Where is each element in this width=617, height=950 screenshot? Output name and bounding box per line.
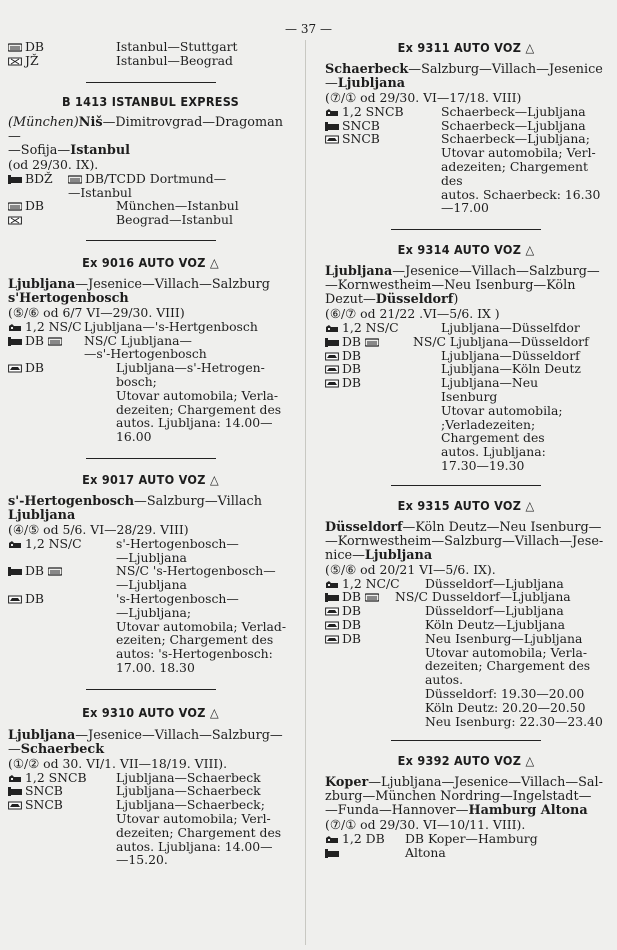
dining-car-icon [8, 57, 22, 66]
route-via: —Salzburg—Villach [134, 493, 262, 509]
route-text: Neu Isenburg—Ljubljana Utovar automobila; Verla- dezeiten; Chargement des autos. Düsseldorf: 19.30—20.00 Köln Deutz: 20.20—20.50 Neu Isenburg: 22.30—23.40 [425, 630, 603, 729]
car-line [325, 832, 607, 860]
route-end: Hamburg Altona [468, 803, 588, 819]
car-transport-icon [8, 595, 22, 604]
route-text: DB Koper—Hamburg Altona [405, 831, 538, 860]
route-origin-italic: (München) [8, 115, 79, 130]
route-text: Ljubljana—s'-Hetrogen- bosch; Utovar automobila; Verla- dezeiten; Chargement des autos. Ljubljana: 14.00— 16.00 [116, 360, 282, 445]
car-line [8, 537, 293, 565]
train-title: Ex 9314 AUTO VOZ △ [397, 242, 535, 258]
train-ex9314 [325, 242, 607, 473]
route-text: Düsseldorf—Ljubljana [425, 603, 564, 619]
right-column [325, 40, 607, 860]
route-text: DB/TCDD Dortmund— —Istanbul [68, 170, 227, 200]
operator-label: 1,2 NC/C [342, 575, 400, 591]
operator-label: 1,2 NS/C [342, 319, 399, 335]
top-line-jz [8, 54, 293, 68]
train-route [325, 521, 607, 563]
route-via: —Jesenice—Villach—Salzburg— — [8, 727, 283, 757]
train-route [325, 265, 607, 307]
route-via: —Salzburg—Villach—Jesenice — [325, 62, 603, 91]
train-ex9392 [325, 753, 607, 859]
operator-label: DB [25, 590, 45, 606]
train-title: Ex 9311 AUTO VOZ △ [397, 40, 535, 55]
dining-car-icon [8, 216, 22, 225]
car-line [8, 361, 293, 444]
couchette-icon [8, 337, 22, 346]
train-route [325, 63, 607, 91]
operator-label: SNCB [342, 131, 380, 147]
car-line [325, 604, 607, 618]
route-text: Schaerbeck—Ljubljana [441, 117, 586, 133]
seat-car-icon [325, 835, 339, 844]
car-line [8, 199, 293, 213]
couchette-icon [325, 122, 339, 131]
seat-car-icon [8, 540, 22, 549]
route-via: —Dimitrovgrad—Dragoman— —Sofija— [8, 115, 283, 158]
route-text: Köln Deutz—Ljubljana [425, 616, 565, 632]
train-title: Ex 9315 AUTO VOZ △ [397, 497, 535, 513]
train-period: (⑦/① od 29/30. VI—17/18. VIII) [325, 90, 522, 105]
car-transport-icon [325, 607, 339, 616]
train-route [325, 776, 607, 818]
route-text: Ljubljana—Schaerbeck; Utovar automobila; Verl- dezeiten; Chargement des autos. Ljubljana: 14.00— —15.20. [116, 797, 282, 868]
sleeper-car-icon [68, 175, 82, 184]
operator-label: DB [25, 332, 45, 348]
car-line [325, 119, 607, 133]
operator-label: DB [25, 563, 45, 579]
train-period: (⑥/⑦ od 21/22 .VI—5/6. IX ) [325, 306, 500, 322]
operator-label: SNCB [25, 783, 63, 799]
route-start: Ljubljana [8, 276, 76, 292]
sleeper-car-icon [48, 567, 62, 576]
train-ex9017 [8, 472, 293, 675]
car-line [8, 771, 293, 785]
car-line [325, 321, 607, 335]
car-line [325, 632, 607, 729]
car-transport-icon [325, 635, 339, 644]
car-transport-icon [8, 364, 22, 373]
route-text: NS/C 's-Hertogenbosch— —Ljubljana [116, 563, 276, 593]
route-suffix: ) [453, 292, 459, 308]
car-transport-icon [325, 621, 339, 630]
car-transport-icon [325, 379, 339, 388]
car-line [325, 105, 607, 119]
route-text: Düsseldorf—Ljubljana [425, 575, 564, 591]
car-line [8, 784, 293, 798]
car-transport-icon [325, 352, 339, 361]
operator-label: DB [342, 361, 362, 377]
train-b1413 [8, 94, 293, 227]
route-text: Istanbul—Stuttgart [116, 39, 238, 54]
sleeper-car-icon [8, 43, 22, 52]
operator-label: DB [342, 630, 362, 646]
train-title: B 1413 ISTANBUL EXPRESS [61, 94, 240, 109]
operator-label: 1,2 NS/C [25, 318, 82, 334]
route-start: Koper [325, 775, 369, 791]
couchette-icon [325, 593, 339, 602]
route-text: Ljubljana—'s-Hertgenbosch [84, 318, 258, 334]
route-via: —Jesenice—Villach—Salzburg [75, 276, 270, 292]
seat-car-icon [8, 774, 22, 783]
couchette-icon [325, 849, 339, 858]
route-via: —Jesenice—Villach—Salzburg— —Kornwestheim—Neu Isenburg—Köln Dezut— [325, 264, 600, 308]
route-end: Ljubljana [337, 76, 406, 91]
car-line [325, 362, 607, 376]
route-text: Istanbul—Beograd [116, 53, 233, 68]
couchette-icon [325, 338, 339, 347]
car-line [325, 132, 607, 215]
operator-label: DB [342, 589, 362, 605]
car-line [325, 349, 607, 363]
route-text: Ljubljana—Köln Deutz [441, 361, 581, 377]
car-line [325, 590, 607, 604]
route-via: —Ljubljana—Jesenice—Villach—Sal- zburg—München Nordring—Ingelstadt— —Funda—Hannover— [325, 775, 603, 819]
route-text: Ljubljana—Schaerbeck [116, 769, 261, 785]
operator-label: DB [342, 347, 362, 363]
train-period: (⑦/① od 29/30. VI—10/11. VIII). [325, 817, 526, 833]
route-text: Beograd—Istanbul [116, 212, 233, 228]
sleeper-car-icon [365, 338, 379, 347]
operator-label: 1,2 SNCB [25, 769, 87, 785]
route-start: Niš [78, 115, 103, 130]
car-line [325, 618, 607, 632]
operator-label: 1,2 SNCB [342, 103, 404, 119]
operator-label: DB [25, 198, 45, 214]
train-ex9016 [8, 255, 293, 444]
train-period: (⑤/⑥ od 6/7 VI—29/30. VIII) [8, 304, 185, 320]
train-period: (od 29/30. IX). [8, 157, 99, 172]
car-transport-icon [325, 135, 339, 144]
car-line [8, 564, 293, 592]
route-start: Ljubljana [8, 727, 76, 743]
route-text: Ljubljana—Düsseldorf [441, 347, 580, 363]
train-title: Ex 9016 AUTO VOZ △ [82, 254, 219, 270]
operator-label: DB [342, 603, 362, 619]
train-ex9311 [325, 40, 607, 215]
route-text: NS/C Ljubljana—Düsseldorf [413, 333, 589, 349]
operator-label: DB [25, 360, 45, 376]
route-text: s'-Hertogenbosch— —Ljubljana [116, 535, 239, 565]
page-number: — 37 — [285, 22, 332, 36]
car-line [8, 172, 293, 200]
operator-label: JŽ [25, 53, 39, 68]
route-text: 's-Hertogenbosch— —Ljubljana; Utovar automobila; Verlad- ezeiten; Chargement des autos: 's-Hertogenbosch: 17.00. 18.30 [116, 590, 287, 675]
route-start: s'-Hertogenbosch [8, 493, 135, 509]
route-end: Schaerbeck [20, 741, 105, 757]
seat-car-icon [325, 580, 339, 589]
route-via: —Köln Deutz—Neu Isenburg— —Kornwestheim—Salzburg—Villach—Jese- nice— [325, 519, 604, 563]
car-line [8, 592, 293, 675]
seat-car-icon [8, 323, 22, 332]
train-route [8, 495, 293, 523]
couchette-icon [8, 175, 22, 184]
car-transport-icon [8, 801, 22, 810]
operator-label: 1,2 NS/C [25, 535, 82, 551]
car-line [325, 335, 607, 349]
train-ex9310 [8, 705, 293, 867]
route-end: Istanbul [70, 143, 131, 158]
car-line [325, 577, 607, 591]
car-line [8, 213, 293, 227]
route-end: Ljubljana [8, 507, 76, 523]
route-text: Ljubljana—Düsselfdor [441, 319, 580, 335]
operator-label: SNCB [25, 797, 63, 813]
seat-car-icon [325, 324, 339, 333]
train-period: (⑤/⑥ od 20/21 VI—5/6. IX). [325, 561, 496, 577]
operator-label: DB [342, 616, 362, 632]
route-end: Ljubljana [364, 547, 433, 563]
sleeper-car-icon [8, 202, 22, 211]
car-line [8, 798, 293, 867]
couchette-icon [8, 567, 22, 576]
train-route [8, 729, 293, 757]
car-line [8, 320, 293, 334]
train-ex9315 [325, 498, 607, 729]
operator-label: 1,2 DB [342, 831, 385, 847]
route-text: NS/C Ljubljana— —s'-Hertogenbosch [84, 332, 207, 362]
train-title: Ex 9392 AUTO VOZ △ [397, 753, 535, 769]
seat-car-icon [325, 108, 339, 117]
route-text: NS/C Dusseldorf—Ljubljana [395, 589, 571, 605]
sleeper-car-icon [48, 337, 62, 346]
top-line-db [8, 40, 293, 54]
route-start: Düsseldorf [325, 519, 403, 535]
train-route [8, 116, 293, 158]
operator-label: DB [25, 39, 45, 54]
route-text: Schaerbeck—Ljubljana [441, 103, 586, 119]
train-period: (①/② od 30. VI/1. VII—18/19. VIII). [8, 755, 228, 771]
car-line [8, 334, 293, 362]
route-text: München—Istanbul [116, 198, 239, 214]
train-title: Ex 9017 AUTO VOZ △ [82, 471, 219, 487]
column-gutter-line [305, 40, 306, 945]
car-line [325, 376, 607, 473]
route-end: s'Hertogenbosch [8, 290, 129, 306]
route-text: Schaerbeck—Ljubljana; Utovar automobila; Verl- adezeiten; Chargement des autos. Schaerbeck: 16.30 —17.00 [441, 131, 601, 216]
sleeper-car-icon [365, 593, 379, 602]
route-end: Düsseldorf [375, 292, 454, 308]
train-title: Ex 9310 AUTO VOZ △ [82, 704, 219, 720]
couchette-icon [8, 787, 22, 796]
route-text: Ljubljana—Neu Isenburg Utovar automobila; ;Verladezeiten; Chargement des autos. Ljubljana: 17.30—19.30 [441, 375, 563, 473]
operator-label: SNCB [342, 117, 380, 133]
route-start: Schaerbeck [325, 62, 409, 77]
train-period: (④/⑤ od 5/6. VI—28/29. VIII) [8, 521, 189, 537]
operator-label: DB [342, 375, 362, 391]
car-transport-icon [325, 365, 339, 374]
operator-label: DB [342, 333, 362, 349]
operator-label: BDŽ [25, 170, 53, 186]
route-text: Ljubljana—Schaerbeck [116, 783, 261, 799]
left-column [8, 40, 293, 867]
route-start: Ljubljana [325, 264, 393, 280]
train-route [8, 278, 293, 306]
